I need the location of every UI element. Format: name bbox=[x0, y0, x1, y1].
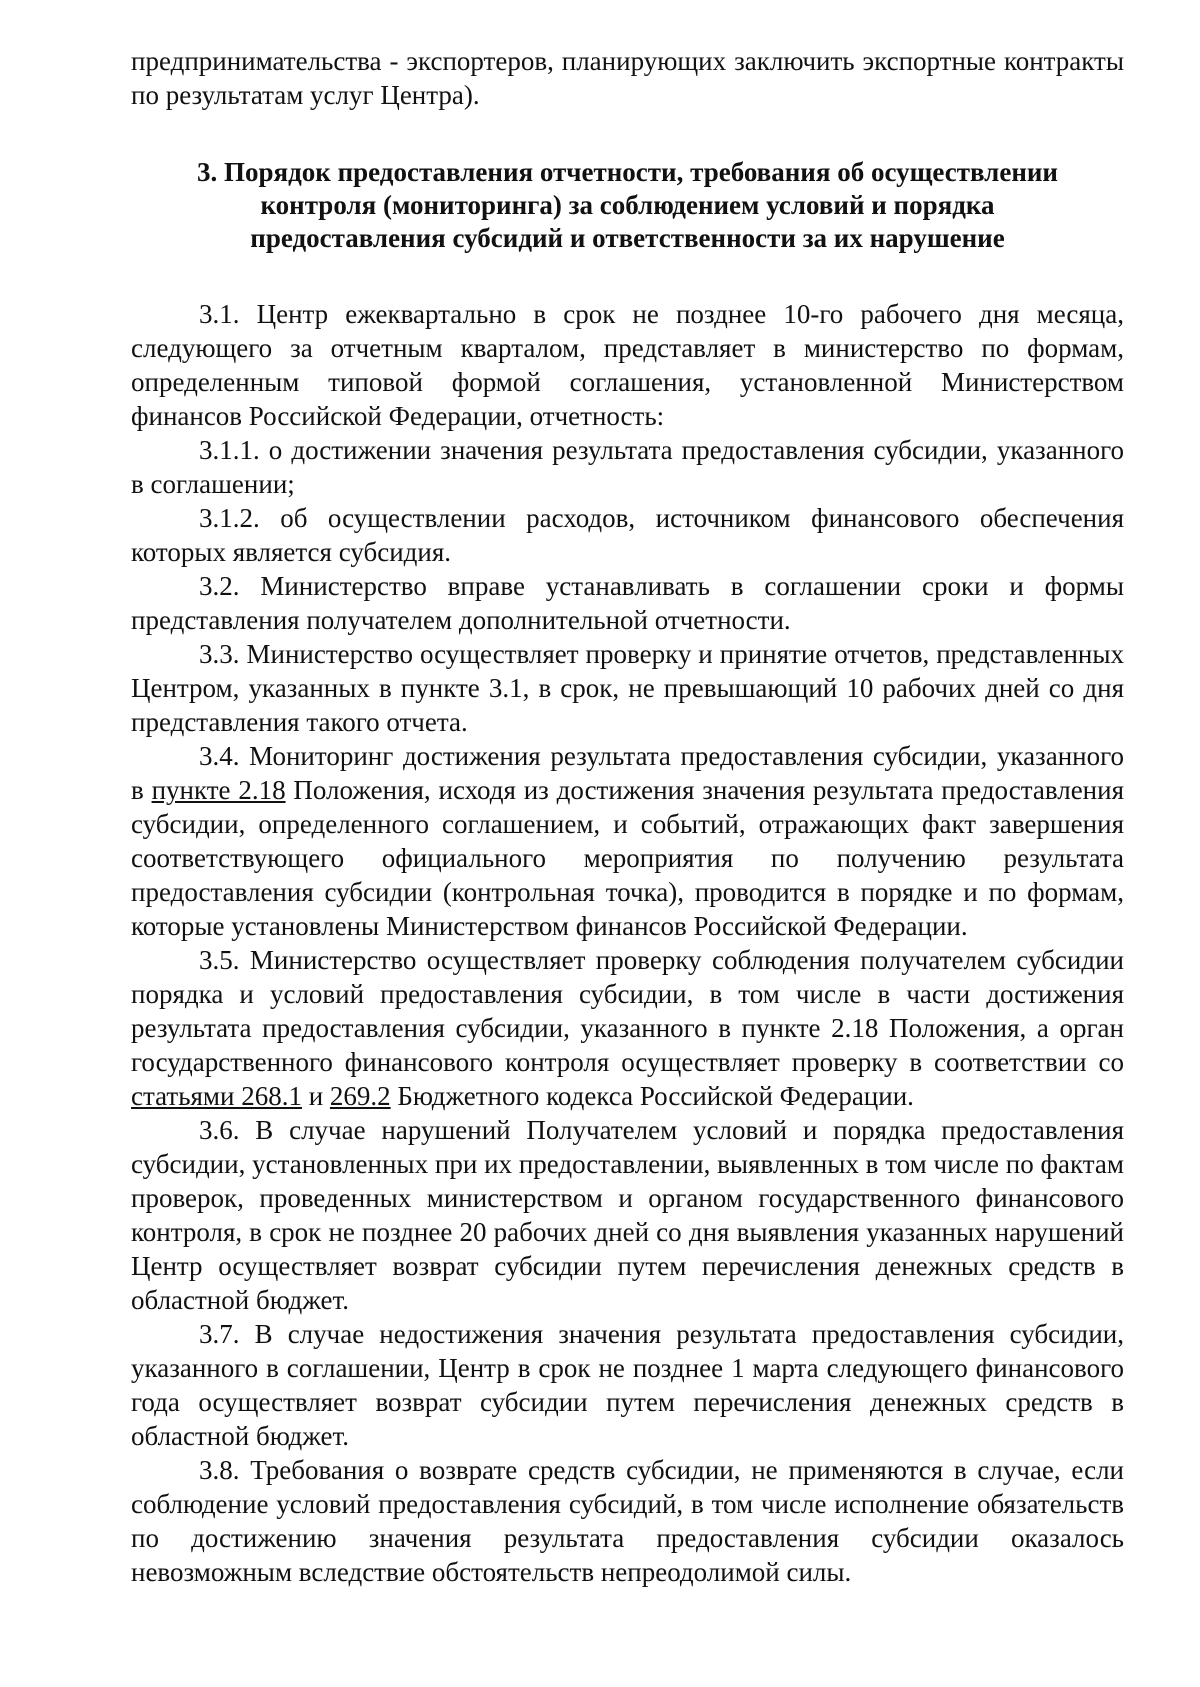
section-body bbox=[131, 297, 1124, 1589]
intro-paragraph: предпринимательства - экспортеров, планирующих заключить экспортные контракты по результатам услуг Центра). bbox=[131, 46, 1124, 110]
paragraph-3-1-1: 3.1.1. о достижении значения результата предоставления субсидии, указанного в соглашении; bbox=[131, 435, 1124, 499]
section-heading bbox=[131, 156, 1124, 255]
section-heading-line-2: контроля (мониторинга) за соблюдением условий и порядка bbox=[260, 190, 995, 220]
paragraph-3-5-text-start: 3.5. Министерство осуществляет проверку соблюдения получателем субсидии порядка и условий предоставления субсидии, в том числе в части достижения результата предоставления субсидии, указанного в пункте 2.18 Положения, а орган государственного финансового контроля осуществляет проверку в соответствии со bbox=[131, 945, 1124, 1077]
paragraph-3-4 bbox=[131, 739, 1124, 943]
link-article-268-1[interactable]: статьями 268.1 bbox=[131, 1081, 302, 1111]
paragraph-3-1-2: 3.1.2. об осуществлении расходов, источником финансового обеспечения которых является субсидия. bbox=[131, 503, 1124, 567]
paragraph-3-4-text-end: Положения, исходя из достижения значения результата предоставления субсидии, определенного соглашением, и событий, отражающих факт завершения соответствующего официального мероприятия по получению результата предоставления субсидии (контрольная точка), проводится в порядке и по формам, которые установлены Министерством финансов Российской Федерации. bbox=[131, 775, 1124, 941]
paragraph-3-7: 3.7. В случае недостижения значения результата предоставления субсидии, указанного в соглашении, Центр в срок не позднее 1 марта следующего финансового года осуществляет возврат субсидии путем перечисления денежных средств в областной бюджет. bbox=[131, 1319, 1124, 1451]
paragraph-3-5-text-end: Бюджетного кодекса Российской Федерации. bbox=[390, 1081, 914, 1111]
paragraph-3-1: 3.1. Центр ежеквартально в срок не позднее 10-го рабочего дня месяца, следующего за отчетным кварталом, представляет в министерство по формам, определенным типовой формой соглашения, установленной Министерством финансов Российской Федерации, отчетность: bbox=[131, 299, 1124, 431]
paragraph-3-5 bbox=[131, 943, 1124, 1113]
link-article-269-2[interactable]: 269.2 bbox=[329, 1081, 391, 1111]
paragraph-3-4-text-start: 3.4. Мониторинг достижения результата предоставления субсидии, указанного в bbox=[131, 741, 1124, 805]
link-point-2-18[interactable]: пункте 2.18 bbox=[151, 775, 286, 805]
section-heading-line-1: 3. Порядок предоставления отчетности, требования об осуществлении bbox=[197, 157, 1058, 187]
paragraph-3-3: 3.3. Министерство осуществляет проверку и принятие отчетов, представленных Центром, указанных в пункте 3.1, в срок, не превышающий 10 рабочих дней со дня представления такого отчета. bbox=[131, 639, 1124, 737]
paragraph-3-2: 3.2. Министерство вправе устанавливать в соглашении сроки и формы представления получателем дополнительной отчетности. bbox=[131, 571, 1124, 635]
paragraph-3-8: 3.8. Требования о возврате средств субсидии, не применяются в случае, если соблюдение условий предоставления субсидий, в том числе исполнение обязательств по достижению значения результата предоставления субсидии оказалось невозможным вследствие обстоятельств непреодолимой силы. bbox=[131, 1455, 1124, 1587]
paragraph-3-5-text-mid: и bbox=[301, 1081, 330, 1111]
paragraph-3-6: 3.6. В случае нарушений Получателем условий и порядка предоставления субсидии, установленных при их предоставлении, выявленных в том числе по фактам проверок, проведенных министерством и органом государственного финансового контроля, в срок не позднее 20 рабочих дней со дня выявления указанных нарушений Центр осуществляет возврат субсидии путем перечисления денежных средств в областной бюджет. bbox=[131, 1115, 1124, 1315]
section-heading-line-3: предоставления субсидий и ответственности за их нарушение bbox=[250, 223, 1005, 253]
